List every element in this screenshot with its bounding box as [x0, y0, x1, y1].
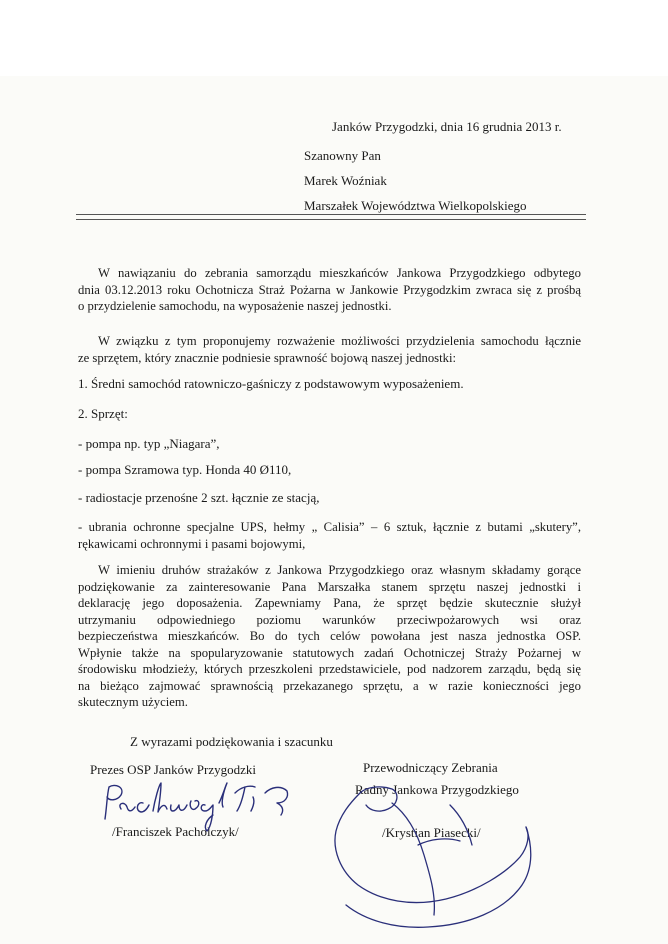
- paragraph-line: skutecznym użyciem.: [78, 695, 188, 709]
- paragraph-line: W związku z tym proponujemy rozważenie możliwości przydzielenia samochodu łącznie: [98, 334, 581, 348]
- paragraph-line: W imieniu druhów strażaków z Jankowa Przygodzkiego oraz własnym składamy gorące: [98, 563, 581, 577]
- paragraph-line: W nawiązaniu do zebrania samorządu mieszkańców Jankowa Przygodzkiego odbytego: [98, 266, 581, 280]
- paragraph-line: podziękowanie za zainteresowanie Pana Marszałka stanem sprzętu naszej jednostki i: [78, 579, 581, 594]
- paragraph-line: rękawicami ochronnymi i pasami bojowymi,: [78, 536, 306, 551]
- signature-pacholczyk: [95, 775, 310, 835]
- right-signatory-name: /Krystian Piasecki/: [382, 825, 481, 840]
- paragraph-request: [78, 265, 581, 315]
- paragraph-line: ze sprzętem, który znacznie podniesie sprawność bojową naszej jednostki:: [78, 350, 457, 365]
- closing-formula: Z wyrazami podziękowania i szacunku: [130, 734, 333, 749]
- paragraph-line: Wpłynie także na spopularyzowanie statutowych zadań Ochotniczej Straży Pożarnej w: [78, 645, 581, 660]
- paragraph-line: - ubrania ochronne specjalne UPS, hełmy „ Calisia” – 6 sztuk, łącznie z butami „skutery”,: [78, 520, 581, 534]
- blank-scan-margin: [0, 0, 668, 76]
- list-item: - pompa np. typ „Niagara”,: [78, 436, 220, 451]
- signature-piasecki: [300, 775, 555, 940]
- paragraph-proposal: [78, 333, 581, 366]
- paragraph-line: dnia 03.12.2013 roku Ochotnicza Straż Pożarna w Jankowie Przygodzkim zwraca się z prośbą: [78, 282, 581, 297]
- left-signatory-name: /Franciszek Pacholczyk/: [112, 824, 239, 839]
- left-signatory-title: Prezes OSP Janków Przygodzki: [90, 762, 256, 777]
- paragraph-line: o przydzielenie samochodu, na wyposażenie naszej jednostki.: [78, 299, 392, 313]
- right-signatory-title-2: Radny Jankowa Przygodzkiego: [355, 782, 519, 797]
- recipient-title: Marszałek Województwa Wielkopolskiego: [304, 198, 527, 213]
- double-rule-divider: [76, 214, 586, 220]
- place-date: Janków Przygodzki, dnia 16 grudnia 2013 r.: [332, 119, 562, 134]
- salutation: Szanowny Pan: [304, 148, 381, 163]
- list-item: - pompa Szramowa typ. Honda 40 Ø110,: [78, 462, 292, 477]
- recipient-name: Marek Woźniak: [304, 173, 387, 188]
- list-item: 1. Średni samochód ratowniczo-gaśniczy z podstawowym wyposażeniem.: [78, 376, 464, 391]
- right-signatory-title: Przewodniczący Zebrania: [363, 760, 498, 775]
- paragraph-line: utrzymaniu odpowiedniego poziomu warunków przeciwpożarowych wsi oraz: [78, 612, 581, 627]
- paragraph-line: środowisku młodzieży, których przeszkoleni przedstawiciele, pod nadzorem zarządu, będą się: [78, 662, 581, 676]
- paragraph-line: na bieżąco zajmować sprawnością przekazanego sprzętu, a w razie konieczności jego: [78, 678, 581, 693]
- paragraph-line: bezpieczeństwa mieszkańców. Bo do tych celów powołana jest nasza jednostka OSP.: [78, 629, 581, 643]
- paragraph-thanks: [78, 562, 581, 711]
- paragraph-line: deklarację jego doposażenia. Zapewniamy Pana, że sprzęt będzie skutecznie służył: [78, 596, 581, 610]
- list-item: [78, 519, 581, 552]
- list-item: 2. Sprzęt:: [78, 406, 128, 421]
- list-item: - radiostacje przenośne 2 szt. łącznie ze stacją,: [78, 490, 320, 505]
